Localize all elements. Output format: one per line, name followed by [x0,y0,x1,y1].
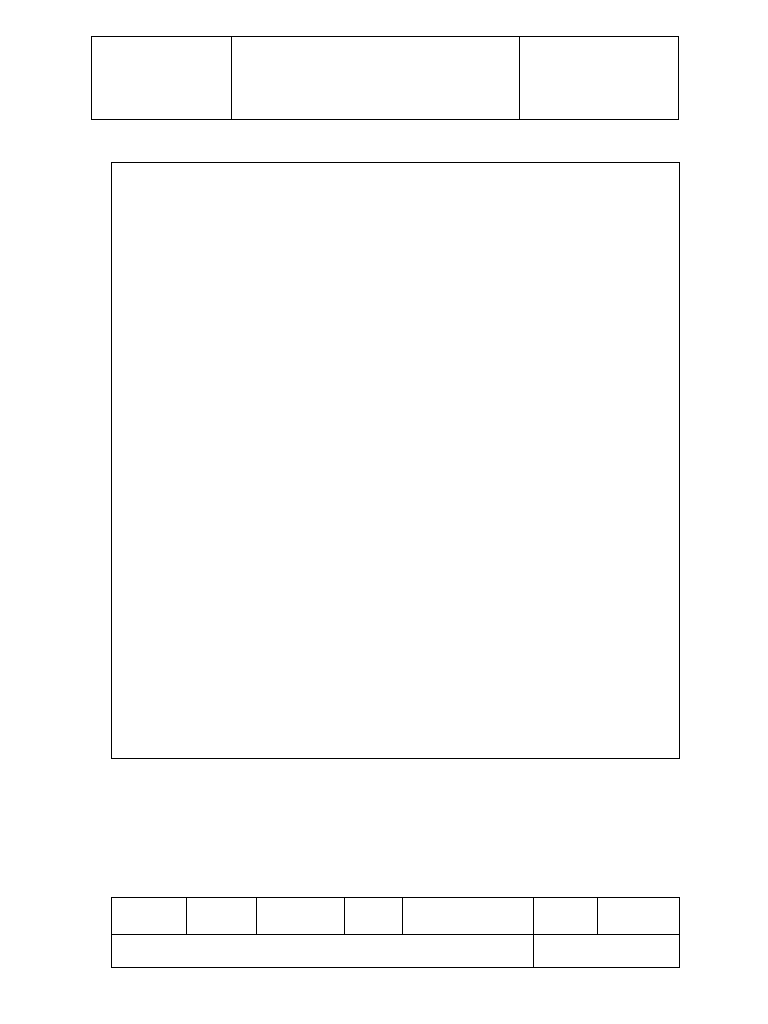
data-sheet-table [111,162,680,759]
outotec-logo [92,37,232,119]
header-title-block [232,37,520,119]
document-footer [111,897,680,968]
document-code [520,37,678,119]
document-header [91,36,679,120]
